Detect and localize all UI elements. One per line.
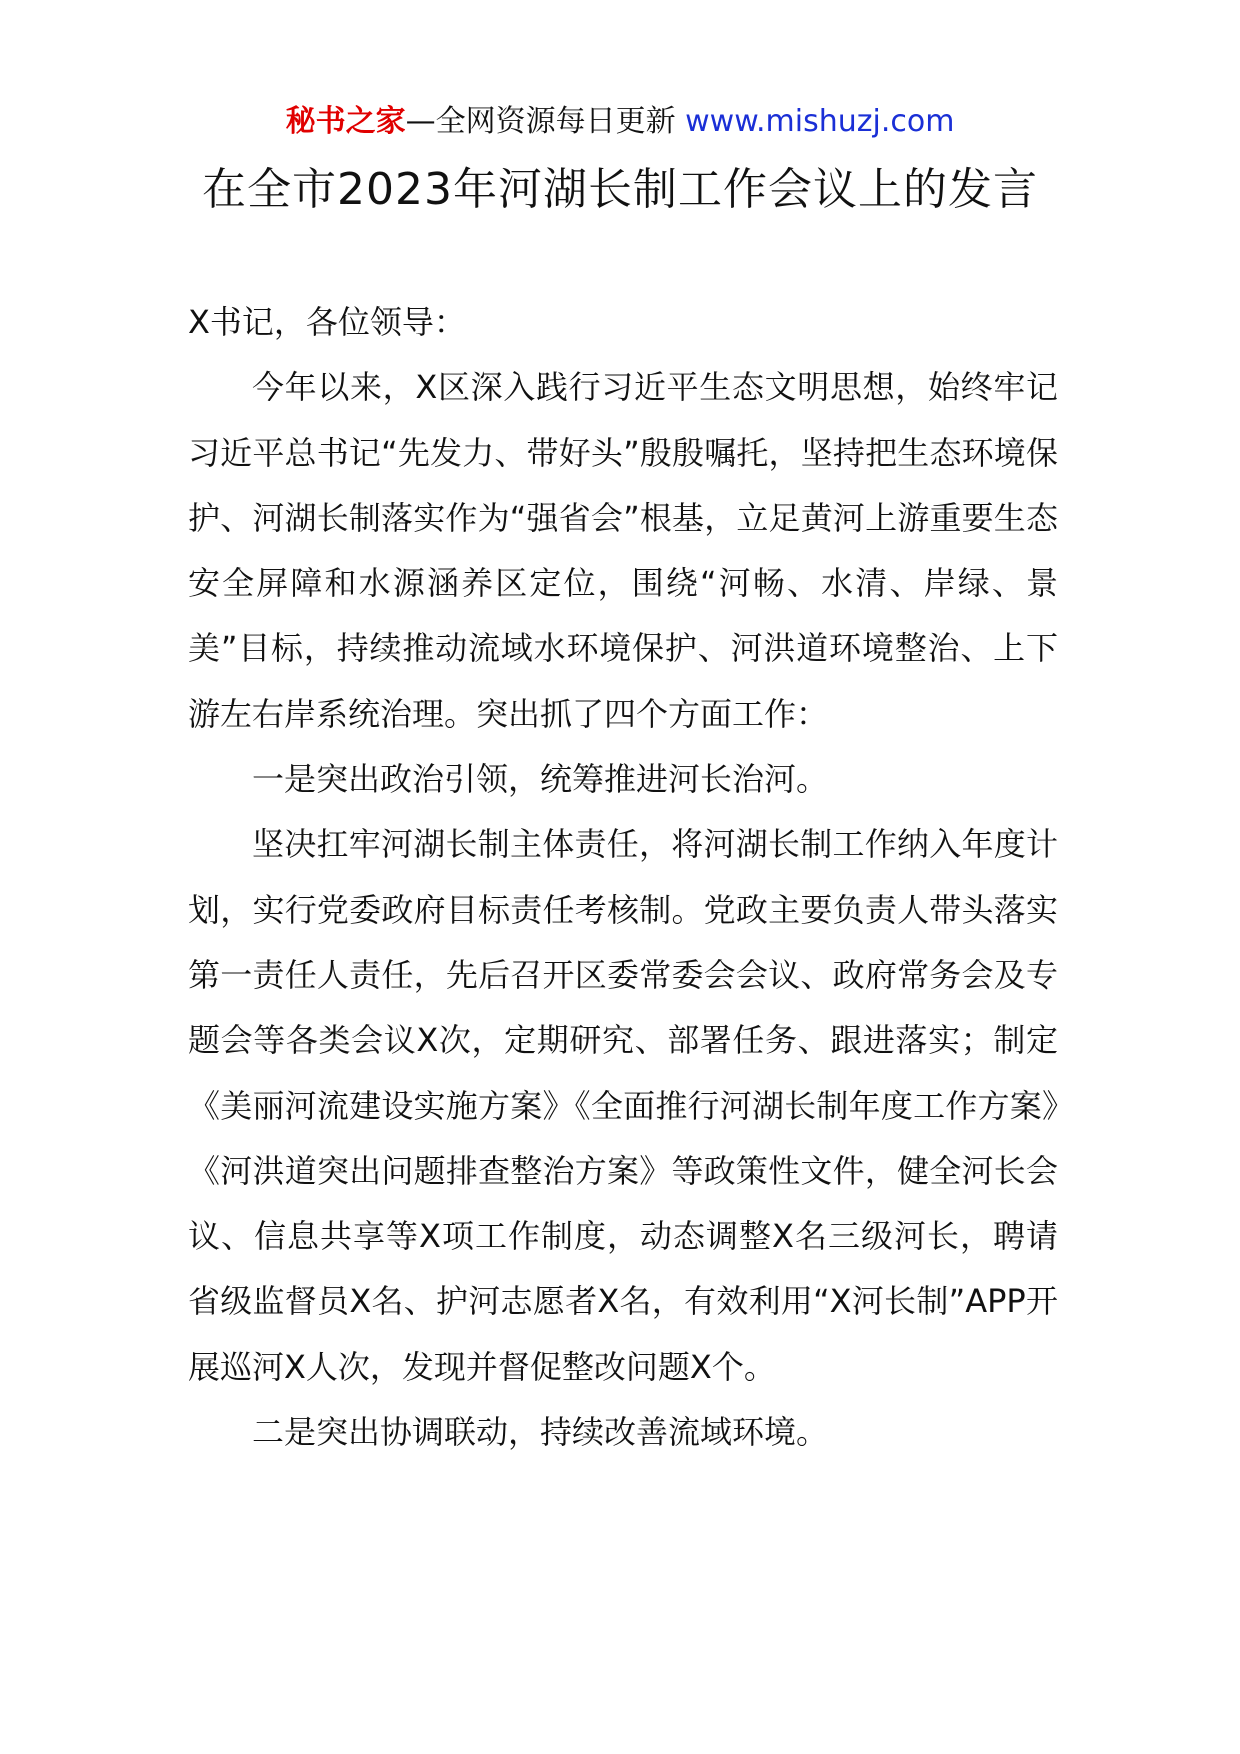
brand-name: 秘书之家 [285,104,406,139]
section-heading-2: 二是突出协调联动，持续改善流域环境。 [252,1413,829,1452]
header-slogan: —全网资源每日更新 [405,104,686,139]
section-heading-1: 一是突出政治引领，统筹推进河长治河。 [252,760,829,799]
section-1-paragraph: 坚决扛牢河湖长制主体责任，将河湖长制工作纳入年度计划，实行党委政府目标责任考核制。党政主要负责人带头落实第一责任人责任，先后召开区委常委会会议、政府常务会及专题会等各类会议X次，定期研究、部署任务、跟进落实；制定《美丽河流建设实施方案》《全面推行河湖长制年度工作方案》《河洪道突出问题排查整治方案》等政策性文件，健全河长会议、信息共享等X项工作制度，动态调整X名三级河长，聘请省级监督员X名、护河志愿者X名，有效利用“X河长制”APP开展巡河X人次，发现并督促整改问题X个。 [188,825,1058,1386]
site-header [0,102,1240,142]
salutation: X书记，各位领导： [188,303,466,341]
document-body [188,290,1058,1465]
document-title: 在全市2023年河湖长制工作会议上的发言 [202,164,1038,215]
intro-paragraph: 今年以来，X区深入践行习近平生态文明思想，始终牢记习近平总书记“先发力、带好头”殷殷嘱托，坚持把生态环境保护、河湖长制落实作为“强省会”根基，立足黄河上游重要生态安全屏障和水源涵养区定位，围绕“河畅、水清、岸绿、景美”目标，持续推动流域水环境保护、河洪道环境整治、上下游左右岸系统治理。突出抓了四个方面工作： [188,368,1058,733]
site-url-link[interactable]: www.mishuzj.com [685,104,955,139]
